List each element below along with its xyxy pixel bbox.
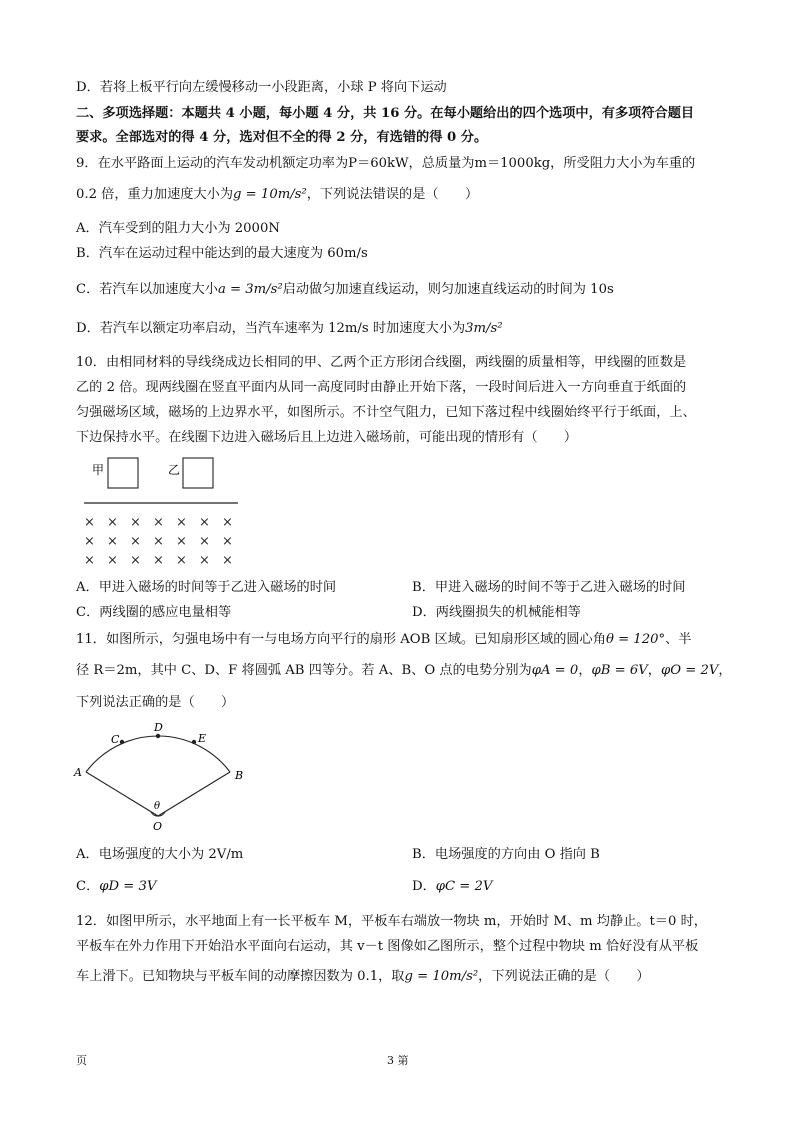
field-cross: ×	[153, 553, 164, 568]
q11-option-c	[76, 878, 156, 896]
q9-option-c	[76, 281, 614, 299]
field-cross: ×	[84, 515, 95, 530]
coil-yi	[183, 458, 213, 488]
q12-stem-line3	[76, 968, 650, 986]
q11-stem-line2-pre: 径 R＝2m，其中 C、D、F 将圆弧 AB 四等分。若 A、B、O 点的电势分别为	[76, 663, 532, 678]
q10-stem-line2: 乙的 2 倍。现两线圈在竖直平面内从同一高度同时由静止开始下落，一段时间后进入一方向垂直于纸面的	[76, 380, 687, 395]
field-cross: ×	[222, 553, 233, 568]
q11-stem-line1-pre: 11．如图所示，匀强电场中有一与电场方向平行的扇形 AOB 区域。已知扇形区域的圆心角	[76, 632, 606, 647]
q12-stem-line3-pre: 车上滑下。已知物块与平板车间的动摩擦因数为 0.1，取	[76, 969, 405, 984]
q12-stem-line3-post: ，下列说法正确的是（ ）	[478, 969, 650, 984]
q11-option-b: B．电场强度的方向由 O 指向 B	[412, 847, 600, 862]
q11-phi-a: φA = 0	[531, 663, 579, 678]
q11-phi-b: φB = 6V	[591, 663, 648, 678]
q10-option-d: D．两线圈损失的机械能相等	[412, 605, 581, 620]
q8-option-d: D．若将上板平行向左缓慢移动一小段距离，小球 P 将向下运动	[76, 80, 447, 95]
label-a: A	[74, 766, 82, 779]
field-cross: ×	[84, 534, 95, 549]
field-cross: ×	[222, 515, 233, 530]
q9-option-c-post: 启动做匀加速直线运动，则匀加速直线运动的时间为 10s	[282, 282, 614, 297]
q11-stem-line1-post: 、半	[665, 632, 692, 647]
field-cross: ×	[130, 515, 141, 530]
field-cross: ×	[176, 534, 187, 549]
q12-stem-line1: 12．如图甲所示，水平地面上有一长平板车 M，平板车右端放一物块 m，开始时 M、m 均静止。t＝0 时，	[76, 914, 707, 929]
field-cross: ×	[130, 534, 141, 549]
field-cross: ×	[176, 515, 187, 530]
q9-stem-line2-pre: 0.2 倍，重力加速度大小为	[76, 187, 234, 202]
q9-option-d-pre: D．若汽车以额定功率启动，当汽车速率为 12m/s 时加速度大小为	[76, 321, 466, 336]
q9-option-d-math: 3m/s²	[465, 321, 503, 336]
q10-stem-line4: 下边保持水平。在线圈下边进入磁场后且上边进入磁场前，可能出现的情形有（ ）	[76, 430, 578, 445]
q11-phi-o: φO = 2V	[660, 663, 719, 678]
q11-stem-line1	[76, 631, 691, 649]
label-c: C	[111, 733, 120, 746]
q9-option-a: A．汽车受到的阻力大小为 2000N	[76, 221, 280, 236]
q10-stem-line1: 10．由相同材料的导线绕成边长相同的甲、乙两个正方形闭合线圈，两线圈的质量相等，甲线圈的匝数是	[76, 355, 687, 370]
field-cross: ×	[199, 515, 210, 530]
q11-option-d-pre: D．	[412, 879, 436, 894]
radius-oa	[86, 772, 161, 816]
field-cross: ×	[107, 515, 118, 530]
q10-option-c: C．两线圈的感应电量相等	[76, 605, 232, 620]
point-e	[192, 740, 196, 744]
q9-option-c-pre: C．若汽车以加速度大小	[76, 282, 218, 297]
q11-option-d	[412, 878, 492, 896]
field-cross: ×	[199, 553, 210, 568]
q9-option-c-math: a = 3m/s²	[217, 282, 283, 297]
field-cross: ×	[176, 553, 187, 568]
q11-option-c-math: φD = 3V	[99, 879, 157, 894]
radius-ob	[158, 772, 230, 816]
field-cross: ×	[222, 534, 233, 549]
section2-heading-line1: 二、多项选择题：本题共 4 小题，每小题 4 分，共 16 分。在每小题给出的四个选项中，有多项符合题目	[76, 106, 695, 121]
field-cross: ×	[153, 534, 164, 549]
q10-stem-line3: 匀强磁场区域，磁场的上边界水平，如图所示。不计空气阻力，已知下落过程中线圈始终平行于纸面，上、	[76, 405, 696, 420]
q11-theta-math: θ = 120°	[605, 632, 666, 647]
q11-option-c-pre: C．	[76, 879, 100, 894]
arc-ab	[86, 736, 230, 772]
label-theta: θ	[154, 801, 161, 812]
field-cross: ×	[84, 553, 95, 568]
section2-heading-line2: 要求。全部选对的得 4 分，选对但不全的得 2 分，有选错的得 0 分。	[76, 130, 488, 145]
q9-stem-line2-post: ，下列说法错误的是（ ）	[306, 187, 479, 202]
field-cross: ×	[153, 515, 164, 530]
label-d: D	[154, 721, 163, 734]
q9-stem-line1: 9．在水平路面上运动的汽车发动机额定功率为P＝60kW，总质量为m＝1000kg，所受阻力大小为车重的	[76, 156, 696, 171]
q11-stem-line2: 径 R＝2m，其中 C、D、F 将圆弧 AB 四等分。若 A、B、O 点的电势分别为φA = 0，φB = 6V，φO = 2V，	[76, 663, 732, 678]
field-cross: ×	[107, 553, 118, 568]
field-cross: ×	[199, 534, 210, 549]
q9-gravity-math: g = 10m/s²	[233, 187, 307, 202]
footer-left: 页	[76, 1054, 87, 1067]
coil-jia	[108, 458, 138, 488]
q10-magnetic-field-figure	[80, 452, 250, 572]
footer-page-number: 3 第	[387, 1054, 409, 1067]
q9-stem-line2	[76, 186, 478, 204]
q11-stem-line3: 下列说法正确的是（ ）	[76, 695, 235, 710]
q9-option-b: B．汽车在运动过程中能达到的最大速度为 60m/s	[76, 246, 368, 261]
q11-option-d-math: φC = 2V	[435, 879, 493, 894]
q10-option-a: A．甲进入磁场的时间等于乙进入磁场的时间	[76, 580, 337, 595]
field-cross: ×	[130, 553, 141, 568]
label-o: O	[153, 820, 163, 833]
q9-option-d	[76, 320, 503, 338]
q12-stem-line2: 平板车在外力作用下开始沿水平面向右运动，其 v－t 图像如乙图所示，整个过程中物块 m 恰好没有从平板	[76, 939, 699, 954]
point-d	[156, 734, 160, 738]
label-e: E	[198, 732, 207, 745]
fig-label-jia: 甲	[92, 463, 105, 477]
q12-gravity-math: g = 10m/s²	[404, 969, 479, 984]
field-cross-grid	[84, 515, 233, 568]
q11-sector-figure	[72, 716, 252, 836]
fig-label-yi: 乙	[168, 463, 181, 477]
field-cross: ×	[107, 534, 118, 549]
q10-option-b: B．甲进入磁场的时间不等于乙进入磁场的时间	[412, 580, 686, 595]
q11-option-a: A．电场强度的大小为 2V/m	[76, 847, 244, 862]
point-c	[120, 740, 124, 744]
label-b: B	[235, 769, 244, 782]
